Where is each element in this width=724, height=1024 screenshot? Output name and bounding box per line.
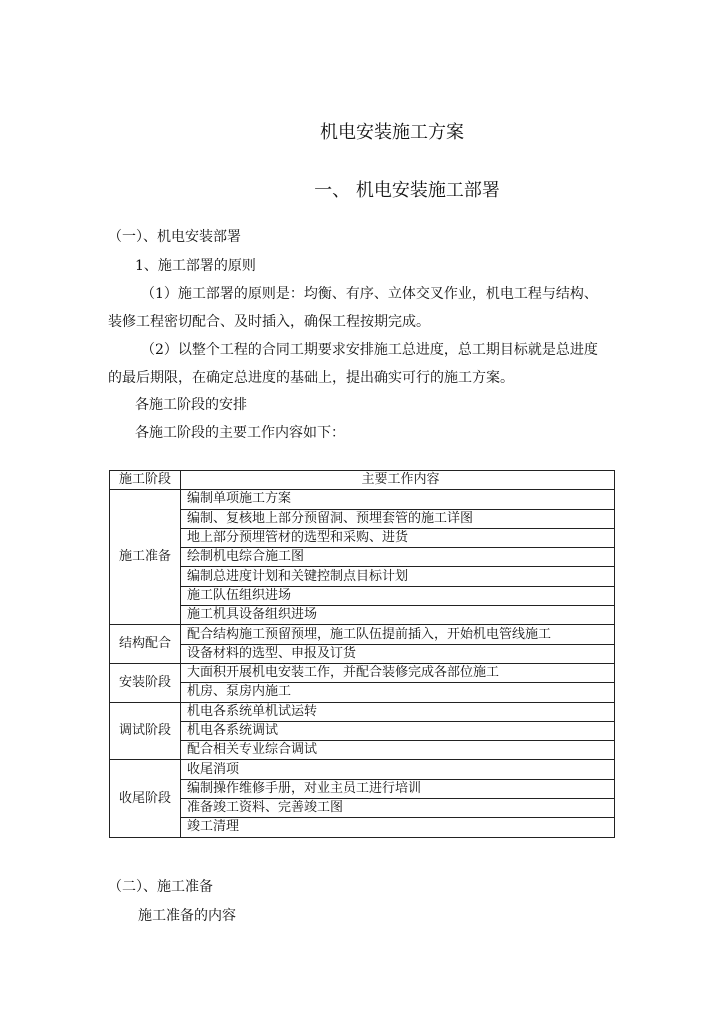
phase-name: 施工准备 (110, 490, 181, 625)
phase-name: 收尾阶段 (110, 760, 181, 837)
table-row (110, 625, 615, 644)
document-title: 机电安装施工方案 (320, 122, 464, 143)
phase-name: 结构配合 (110, 625, 181, 664)
table-row (110, 741, 615, 760)
table-row (110, 548, 615, 567)
table-row (110, 760, 615, 779)
table-row (110, 567, 615, 586)
work-item: 机电各系统调试 (181, 721, 615, 740)
table-row (110, 683, 615, 702)
subsection-item: 1、施工部署的原则 (135, 258, 256, 274)
work-item: 竣工清理 (181, 818, 615, 837)
table-row (110, 779, 615, 798)
subsection-heading: （一）、机电安装部署 (108, 229, 241, 245)
work-item: 编制总进度计划和关键控制点目标计划 (181, 567, 615, 586)
table-row (110, 663, 615, 682)
work-item: 配合相关专业综合调试 (181, 741, 615, 760)
table-row (110, 509, 615, 528)
section-heading-1: 一、 机电安装施工部署 (314, 180, 500, 201)
table-row (110, 606, 615, 625)
prep-content: 施工准备的内容 (138, 908, 236, 924)
work-item: 地上部分预埋管材的选型和采购、进货 (181, 528, 615, 547)
paragraph-line: 装修工程密切配合、及时插入，确保工程按期完成。 (108, 314, 430, 330)
work-item: 施工机具设备组织进场 (181, 606, 615, 625)
work-item: 施工队伍组织进场 (181, 586, 615, 605)
header-phase: 施工阶段 (110, 471, 181, 490)
stage-intro: 各施工阶段的主要工作内容如下： (135, 425, 345, 441)
table-row (110, 644, 615, 663)
paragraph-line: （2）以整个工程的合同工期要求安排施工总进度，总工期目标就是总进度 (141, 342, 598, 358)
work-item: 准备竣工资料、完善竣工图 (181, 799, 615, 818)
work-item: 大面积开展机电安装工作，并配合装修完成各部位施工 (181, 663, 615, 682)
work-item: 绘制机电综合施工图 (181, 548, 615, 567)
work-item: 编制单项施工方案 (181, 490, 615, 509)
paragraph-line: （1）施工部署的原则是：均衡、有序、立体交叉作业，机电工程与结构、 (141, 286, 598, 302)
work-item: 机房、泵房内施工 (181, 683, 615, 702)
stage-heading: 各施工阶段的安排 (135, 397, 247, 413)
table-row (110, 721, 615, 740)
work-plan-table (109, 470, 615, 838)
table-row (110, 586, 615, 605)
table-row (110, 490, 615, 509)
work-item: 机电各系统单机试运转 (181, 702, 615, 721)
work-item: 设备材料的选型、申报及订货 (181, 644, 615, 663)
phase-name: 安装阶段 (110, 663, 181, 702)
table-header-row (110, 471, 615, 490)
work-item: 编制操作维修手册，对业主员工进行培训 (181, 779, 615, 798)
phase-name: 调试阶段 (110, 702, 181, 760)
table-row (110, 702, 615, 721)
subsection-heading-2: （二）、施工准备 (108, 879, 213, 895)
paragraph-line: 的最后期限，在确定总进度的基础上，提出确实可行的施工方案。 (108, 370, 514, 386)
table-row (110, 799, 615, 818)
table-row (110, 818, 615, 837)
work-item: 编制、复核地上部分预留洞、预埋套管的施工详图 (181, 509, 615, 528)
table-row (110, 528, 615, 547)
work-item: 收尾消项 (181, 760, 615, 779)
work-item: 配合结构施工预留预埋，施工队伍提前插入，开始机电管线施工 (181, 625, 615, 644)
header-content: 主要工作内容 (181, 471, 615, 490)
